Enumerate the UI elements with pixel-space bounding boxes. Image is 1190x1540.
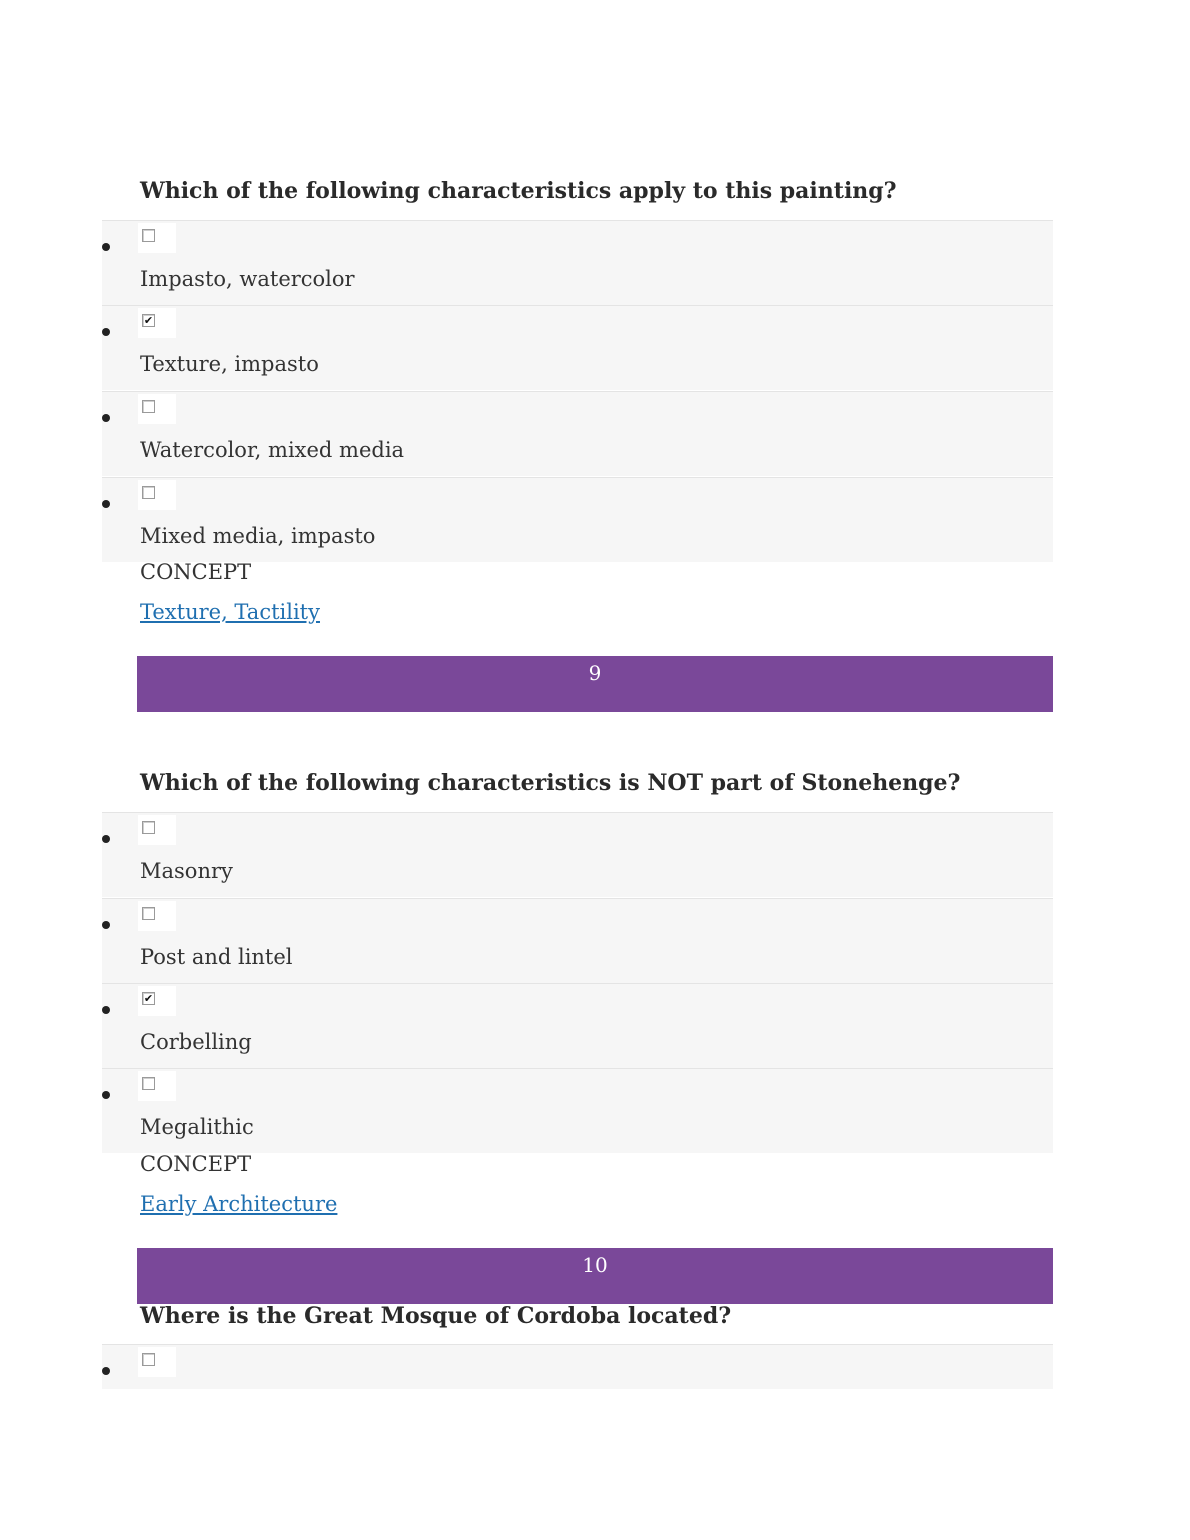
checkbox-wrap (138, 223, 176, 253)
bullet-icon (102, 414, 110, 422)
checkbox-wrap (138, 308, 176, 338)
option-label: Impasto, watercolor (140, 267, 355, 291)
bullet-icon (102, 921, 110, 929)
checkbox-wrap (138, 815, 176, 845)
question-number-bar: 9 (137, 656, 1053, 712)
answer-option[interactable] (102, 983, 1053, 1068)
option-label: Watercolor, mixed media (140, 438, 405, 462)
checkbox[interactable]: ✔ (143, 992, 154, 1005)
question-number-bar: 10 (137, 1248, 1053, 1304)
checkbox-wrap (138, 986, 176, 1016)
checkbox-wrap (138, 394, 176, 424)
checkbox[interactable]: ✔ (143, 314, 154, 327)
bullet-icon (102, 835, 110, 843)
checkbox[interactable] (142, 1353, 155, 1366)
bullet-icon (102, 1091, 110, 1099)
option-label: Post and lintel (140, 945, 293, 969)
question-title: Where is the Great Mosque of Cordoba located? (140, 1303, 732, 1329)
answer-option[interactable] (102, 391, 1053, 476)
concept-label: CONCEPT (140, 560, 252, 584)
checkbox[interactable] (142, 821, 155, 834)
checkbox-wrap (138, 901, 176, 931)
checkbox-wrap (138, 1071, 176, 1101)
answer-option[interactable] (102, 220, 1053, 305)
checkbox[interactable] (142, 400, 155, 413)
checkbox-wrap (138, 480, 176, 510)
bullet-icon (102, 328, 110, 336)
option-label: Mixed media, impasto (140, 524, 376, 548)
answer-option[interactable] (102, 812, 1053, 897)
answer-option[interactable] (102, 1344, 1053, 1389)
checkbox[interactable] (142, 229, 155, 242)
checkbox[interactable] (142, 907, 155, 920)
option-label: Masonry (140, 859, 233, 883)
concept-label: CONCEPT (140, 1152, 252, 1176)
option-label: Texture, impasto (140, 352, 319, 376)
answer-option[interactable] (102, 477, 1053, 562)
answer-option[interactable] (102, 305, 1053, 390)
checkbox-wrap (138, 1347, 176, 1377)
option-label: Corbelling (140, 1030, 252, 1054)
checkbox[interactable] (142, 486, 155, 499)
answer-option[interactable] (102, 1068, 1053, 1153)
question-title: Which of the following characteristics is NOT part of Stonehenge? (140, 770, 961, 796)
bullet-icon (102, 243, 110, 251)
concept-link[interactable]: Texture, Tactility (140, 600, 320, 624)
checkbox[interactable] (142, 1077, 155, 1090)
concept-link[interactable]: Early Architecture (140, 1192, 338, 1216)
bullet-icon (102, 500, 110, 508)
question-title: Which of the following characteristics apply to this painting? (140, 178, 897, 204)
option-label: Megalithic (140, 1115, 254, 1139)
answer-option[interactable] (102, 898, 1053, 983)
bullet-icon (102, 1006, 110, 1014)
bullet-icon (102, 1367, 110, 1375)
